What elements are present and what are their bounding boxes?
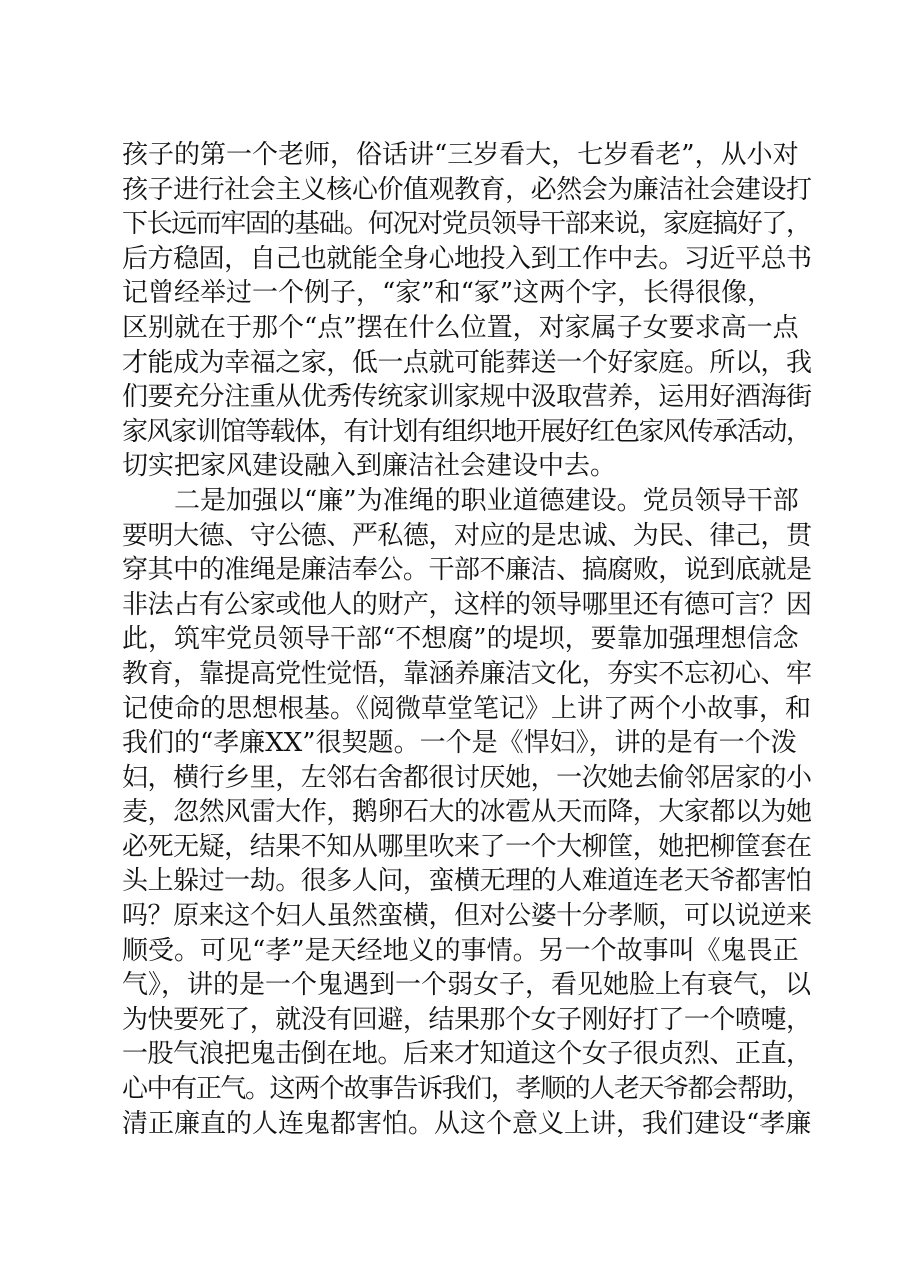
text-line: 气》，讲的是一个鬼遇到一个弱女子，看见她脸上有衰气，以 <box>122 970 812 1001</box>
text-line: 此，筑牢党员领导干部“不想腐”的堤坝，要靠加强理想信念 <box>122 624 799 655</box>
text-line: 穿其中的准绳是廉洁奉公。干部不廉洁、搞腐败，说到底就是 <box>122 555 812 586</box>
text-line: 顺受。可见“孝”是天经地义的事情。另一个故事叫《鬼畏正 <box>122 935 799 966</box>
text-line: 一股气浪把鬼击倒在地。后来才知道这个女子很贞烈、正直， <box>122 1039 812 1070</box>
text-line: 妇，横行乡里，左邻右舍都很讨厌她，一次她去偷邻居家的小 <box>122 762 812 793</box>
text-line: 非法占有公家或他人的财产，这样的领导哪里还有德可言？因 <box>122 589 812 620</box>
text-line: 为快要死了，就没有回避，结果那个女子刚好打了一个喷嚏， <box>122 1004 812 1035</box>
text-line: 清正廉直的人连鬼都害怕。从这个意义上讲，我们建设“孝廉 <box>122 1108 812 1139</box>
text-line: 才能成为幸福之家，低一点就可能葬送一个好家庭。所以，我 <box>122 347 812 378</box>
text-line: 们要充分注重从优秀传统家训家规中汲取营养，运用好酒海街 <box>122 382 812 413</box>
text-line: 要明大德、守公德、严私德，对应的是忠诚、为民、律己，贯 <box>122 520 812 551</box>
text-line: 切实把家风建设融入到廉洁社会建设中去。 <box>122 451 617 482</box>
text-line: 心中有正气。这两个故事告诉我们，孝顺的人老天爷都会帮助， <box>122 1074 811 1105</box>
text-line: 我们的“孝廉XX”很契题。一个是《悍妇》，讲的是有一个泼 <box>122 728 797 759</box>
text-line: 记曾经举过一个例子，“家”和“冢”这两个字，长得很像， <box>122 278 774 309</box>
text-line: 必死无疑，结果不知从哪里吹来了一个大柳筐，她把柳筐套在 <box>122 831 812 862</box>
text-line: 头上躲过一劫。很多人问，蛮横无理的人难道连老天爷都害怕 <box>122 866 812 897</box>
text-line: 记使命的思想根基。《阅微草堂笔记》上讲了两个小故事，和 <box>122 693 812 724</box>
text-line: 教育，靠提高党性觉悟，靠涵养廉洁文化，夯实不忘初心、牢 <box>122 658 812 689</box>
text-line: 孩子进行社会主义核心价值观教育，必然会为廉洁社会建设打 <box>122 174 812 205</box>
text-line: 孩子的第一个老师，俗话讲“三岁看大，七岁看老”，从小对 <box>122 140 799 170</box>
text-line: 后方稳固，自己也就能全身心地投入到工作中去。习近平总书 <box>122 243 812 274</box>
text-line: 下长远而牢固的基础。何况对党员领导干部来说，家庭搞好了， <box>122 209 811 240</box>
text-line: 二是加强以“廉”为准绳的职业道德建设。党员领导干部 <box>174 485 799 516</box>
text-line: 麦，忽然风雷大作，鹅卵石大的冰雹从天而降，大家都以为她 <box>122 797 812 828</box>
text-line: 吗？原来这个妇人虽然蛮横，但对公婆十分孝顺，可以说逆来 <box>122 901 812 932</box>
text-line: 家风家训馆等载体，有计划有组织地开展好红色家风传承活动， <box>122 416 811 447</box>
body-text <box>122 138 812 1141</box>
text-line: 区别就在于那个“点”摆在什么位置，对家属子女要求高一点 <box>122 312 799 343</box>
